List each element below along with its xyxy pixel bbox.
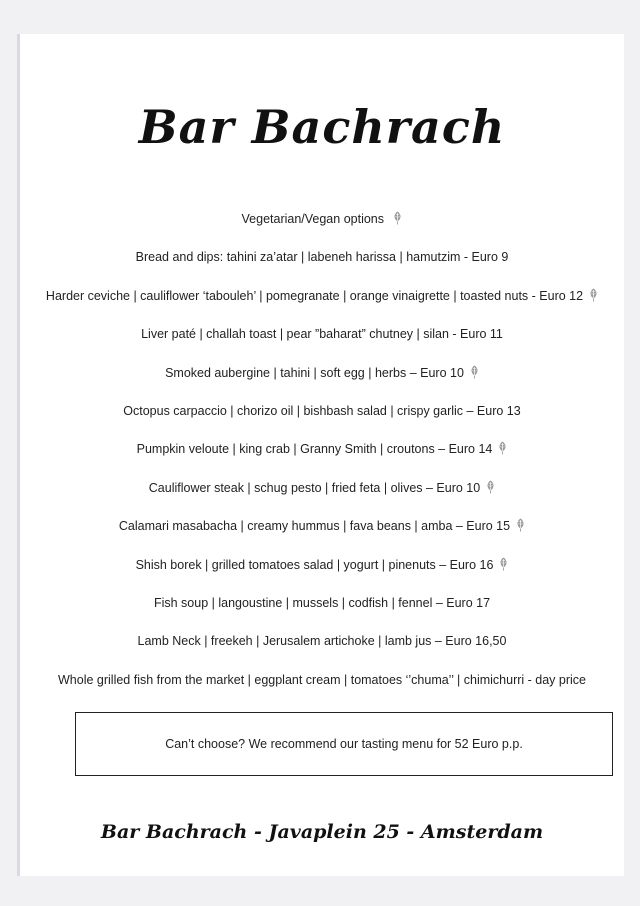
menu-item-text: Harder ceviche | cauliflower ‘tabouleh’ | pomegranate | orange vinaigrette | toasted nuts - Euro 12 (45, 288, 584, 303)
footer-address: Bar Bachrach - Javaplein 25 - Amsterdam (100, 821, 544, 843)
menu-item (20, 363, 624, 401)
menu-item-text: Bread and dips: tahini za’atar | labeneh harissa | hamutzim - Euro 9 (135, 250, 509, 265)
menu-item (20, 593, 624, 631)
menu-item (20, 401, 624, 439)
leaf-icon (393, 211, 402, 225)
menu-item-text: Pumpkin veloute | king crab | Granny Smith | croutons – Euro 14 (136, 442, 493, 457)
menu-item (20, 516, 624, 554)
menu-item-text: Octopus carpaccio | chorizo oil | bishbash salad | crispy garlic – Euro 13 (123, 403, 521, 418)
menu-item-text: Shish borek | grilled tomatoes salad | yogurt | pinenuts – Euro 16 (135, 557, 494, 572)
menu-item-text: Cauliflower steak | schug pesto | fried feta | olives – Euro 10 (148, 480, 481, 495)
tasting-menu-box (75, 712, 613, 776)
menu-item-text: Smoked aubergine | tahini | soft egg | herbs – Euro 10 (165, 365, 464, 380)
vegetarian-legend (20, 209, 624, 247)
menu-item-text: Lamb Neck | freekeh | Jerusalem artichoke | lamb jus – Euro 16,50 (137, 634, 507, 649)
menu-page (20, 34, 624, 876)
menu-item-text: Fish soup | langoustine | mussels | codfish | fennel – Euro 17 (153, 595, 491, 610)
menu-item-text: Whole grilled fish from the market | eggplant cream | tomatoes ‘’chuma’’ | chimichurri - day price (58, 672, 586, 687)
leaf-icon (470, 365, 479, 379)
restaurant-title: Bar Bachrach (138, 100, 506, 154)
menu-item (20, 247, 624, 285)
leaf-icon (486, 480, 495, 494)
leaf-icon (589, 288, 598, 302)
menu-item (20, 439, 624, 477)
menu-item (20, 670, 624, 708)
leaf-icon (516, 518, 525, 532)
menu-item (20, 478, 624, 516)
menu-item (20, 286, 624, 324)
leaf-icon (498, 441, 507, 455)
tasting-menu-text: Can’t choose? We recommend our tasting menu for 52 Euro p.p. (165, 737, 523, 751)
menu-item (20, 324, 624, 362)
leaf-icon (499, 557, 508, 571)
menu-list (20, 209, 624, 708)
menu-item (20, 631, 624, 669)
menu-item-text: Calamari masabacha | creamy hummus | fava beans | amba – Euro 15 (118, 519, 511, 534)
menu-item (20, 555, 624, 593)
menu-item-text: Liver paté | challah toast | pear ”baharat” chutney | silan - Euro 11 (141, 327, 503, 342)
vegetarian-legend-label: Vegetarian/Vegan options (241, 212, 384, 226)
